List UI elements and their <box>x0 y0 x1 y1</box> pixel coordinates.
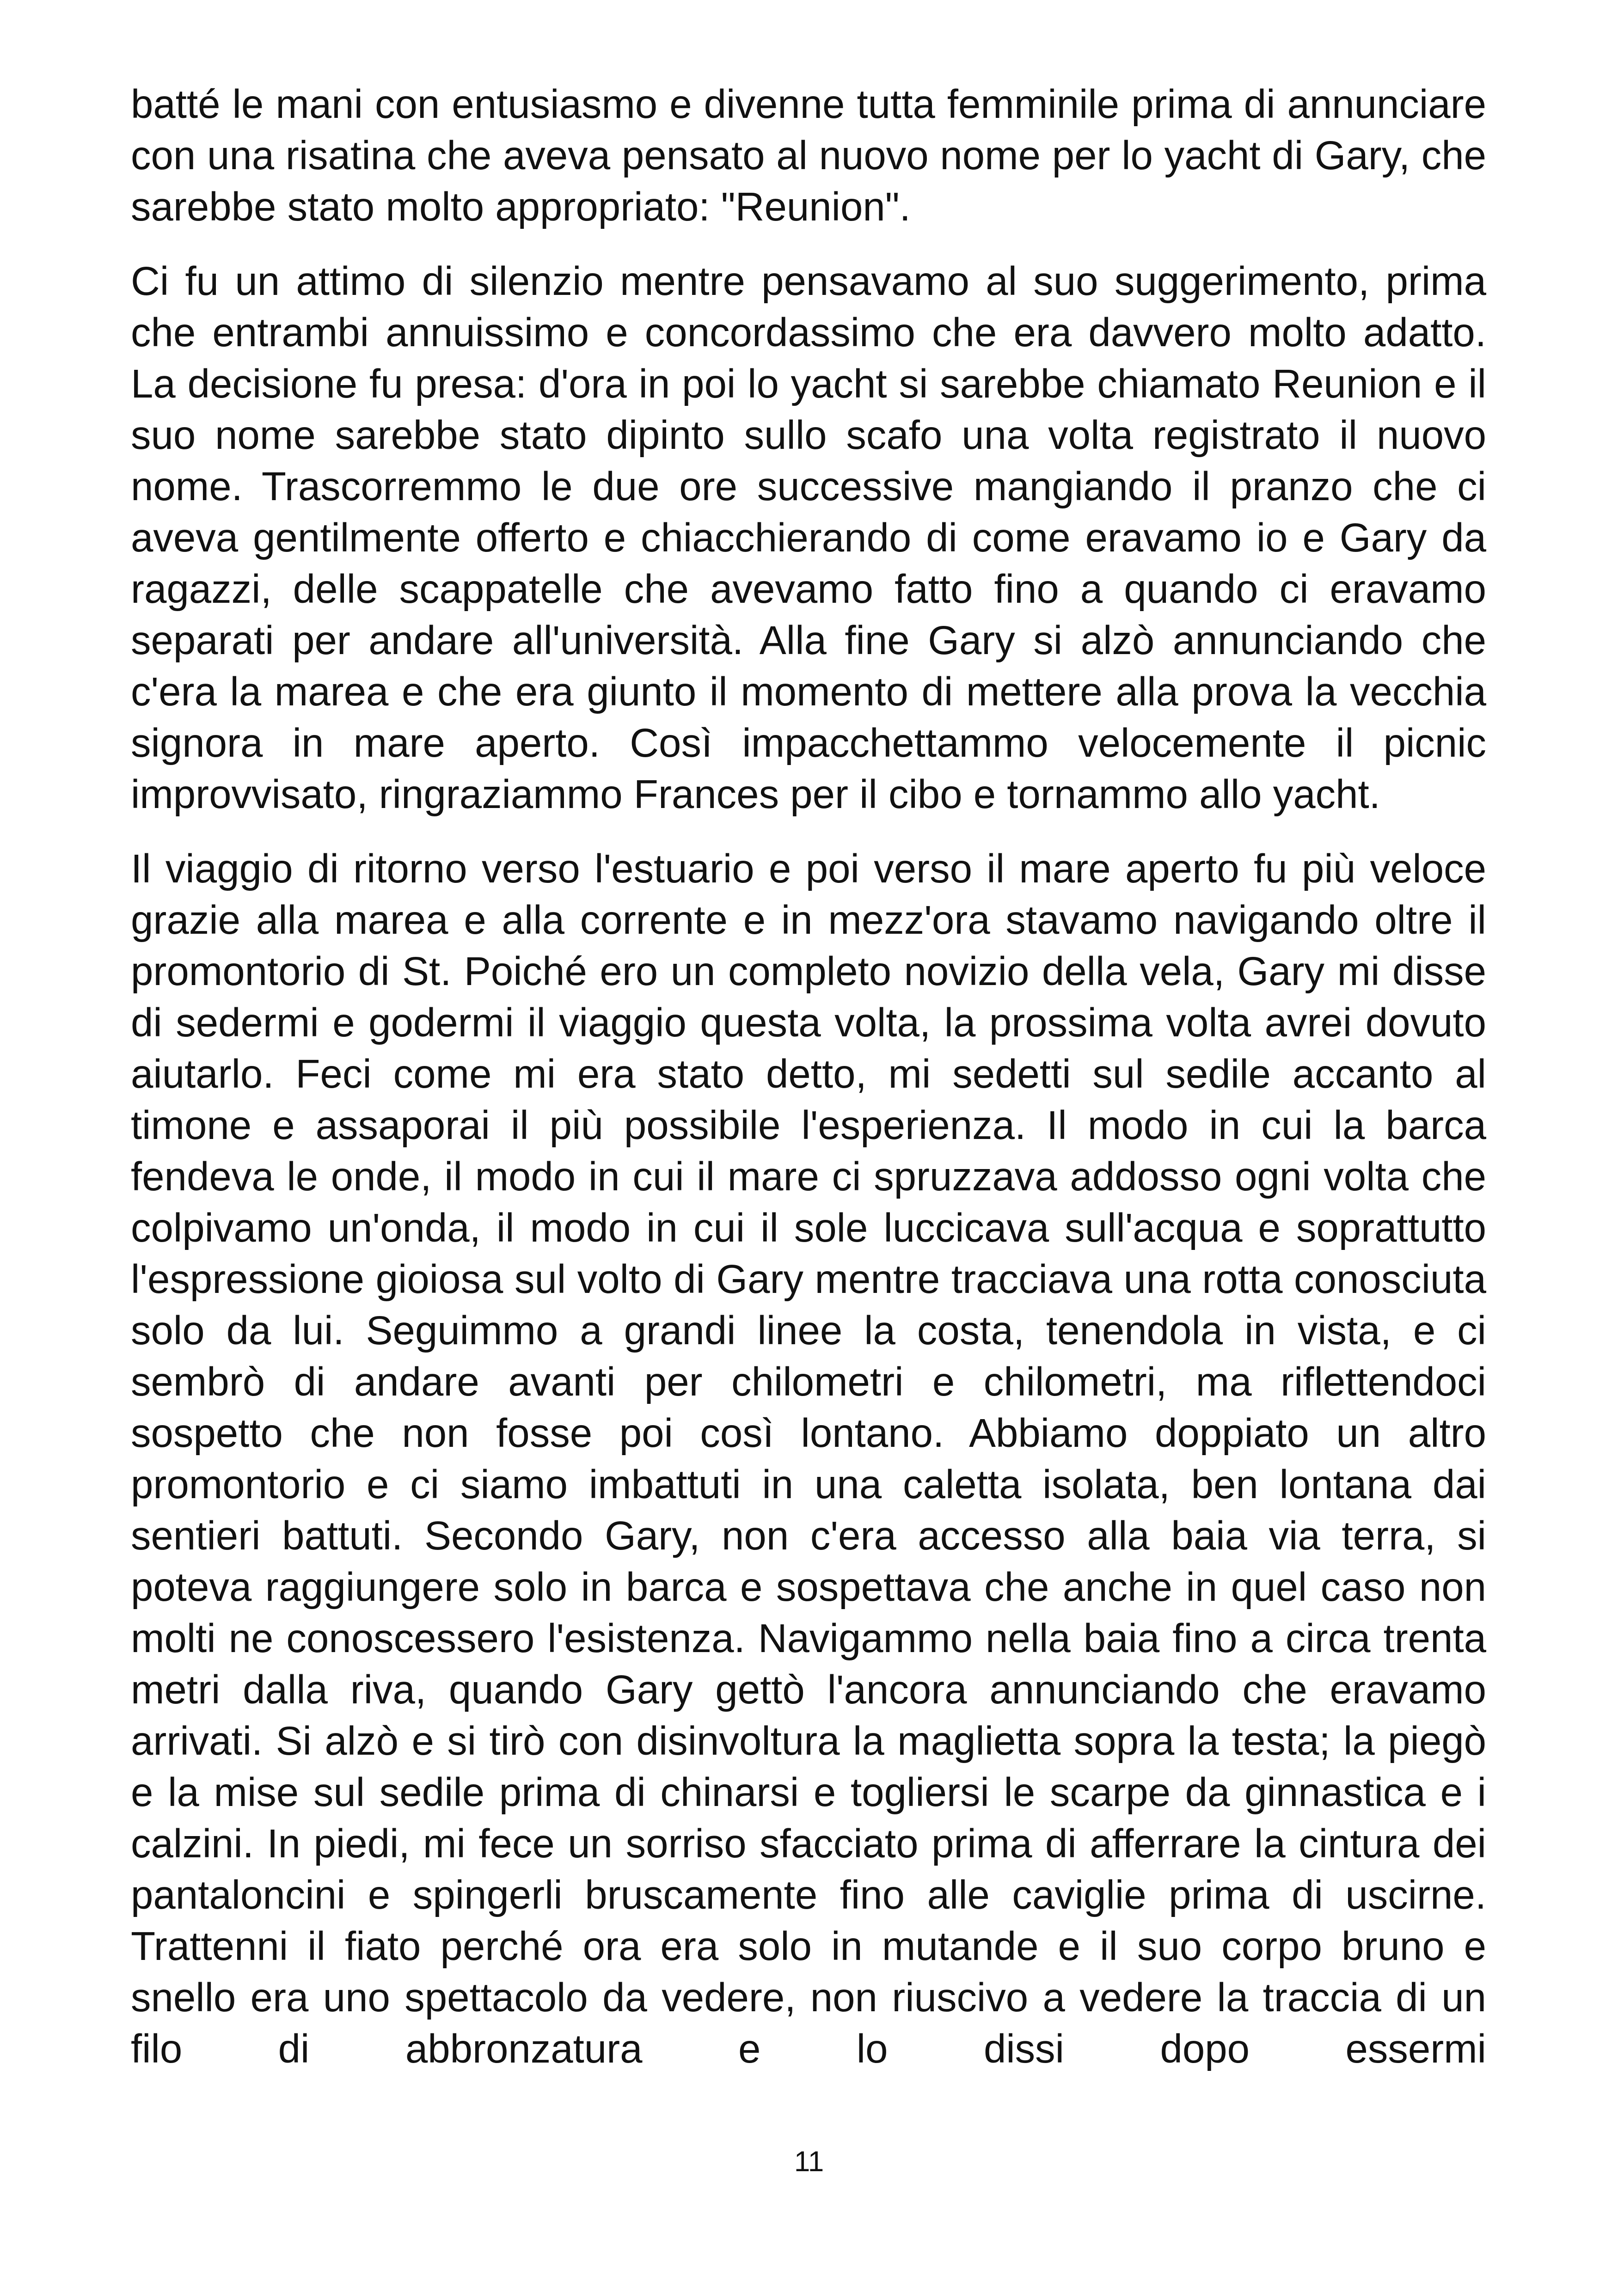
body-text <box>131 79 1486 2098</box>
paragraph-1: batté le mani con entusiasmo e divenne tutta femminile prima di annunciare con una risatina che aveva pensato al nuovo nome per lo yacht di Gary, che sarebbe stato molto appropriato: "Reunion". <box>131 82 1486 229</box>
paragraph-3: Il viaggio di ritorno verso l'estuario e poi verso il mare aperto fu più veloce grazie alla marea e alla corrente e in mezz'ora stavamo navigando oltre il promontorio di St. Poiché ero un completo novizio della vela, Gary mi disse di sedermi e godermi il viaggio questa volta, la prossima volta avrei dovuto aiutarlo. Feci come mi era stato detto, mi sedetti sul sedile accanto al timone e assaporai il più possibile l'esperienza. Il modo in cui la barca fendeva le onde, il modo in cui il mare ci spruzzava addosso ogni volta che colpivamo un'onda, il modo in cui il sole luccicava sull'acqua e soprattutto l'espressione gioiosa sul volto di Gary mentre tracciava una rotta conosciuta solo da lui. Seguimmo a grandi linee la costa, tenendola in vista, e ci sembrò di andare avanti per chilometri e chilometri, ma riflettendoci sospetto che non fosse poi così lontano. Abbiamo doppiato un altro promontorio e ci siamo imbattuti in una caletta isolata, ben lontana dai sentieri battuti. Secondo Gary, non c'era accesso alla baia via terra, si poteva raggiungere solo in barca e sospettava che anche in quel caso non molti ne conoscessero l'esistenza. Navigammo nella baia fino a circa trenta metri dalla riva, quando Gary gettò l'ancora annunciando che eravamo arrivati. Si alzò e si tirò con disinvoltura la maglietta sopra la testa; la piegò e la mise sul sedile prima di chinarsi e togliersi le scarpe da ginnastica e i calzini. In piedi, mi fece un sorriso sfacciato prima di afferrare la cintura dei pantaloncini e spingerli bruscamente fino alle caviglie prima di uscirne. Trattenni il fiato perché ora era solo in mutande e il suo corpo bruno e snello era uno spettacolo da vedere, non riuscivo a vedere la traccia di un filo di abbronzatura e lo dissi dopo essermi <box>131 846 1486 2071</box>
paragraph-2: Ci fu un attimo di silenzio mentre pensavamo al suo suggerimento, prima che entrambi annuissimo e concordassimo che era davvero molto adatto. La decisione fu presa: d'ora in poi lo yacht si sarebbe chiamato Reunion e il suo nome sarebbe stato dipinto sullo scafo una volta registrato il nuovo nome. Trascorremmo le due ore successive mangiando il pranzo che ci aveva gentilmente offerto e chiacchierando di come eravamo io e Gary da ragazzi, delle scappatelle che avevamo fatto fino a quando ci eravamo separati per andare all'università. Alla fine Gary si alzò annunciando che c'era la marea e che era giunto il momento di mettere alla prova la vecchia signora in mare aperto. Così impacchettammo velocemente il picnic improvvisato, ringraziammo Frances per il cibo e tornammo allo yacht. <box>131 259 1486 817</box>
page-number: 11 <box>794 2146 824 2178</box>
